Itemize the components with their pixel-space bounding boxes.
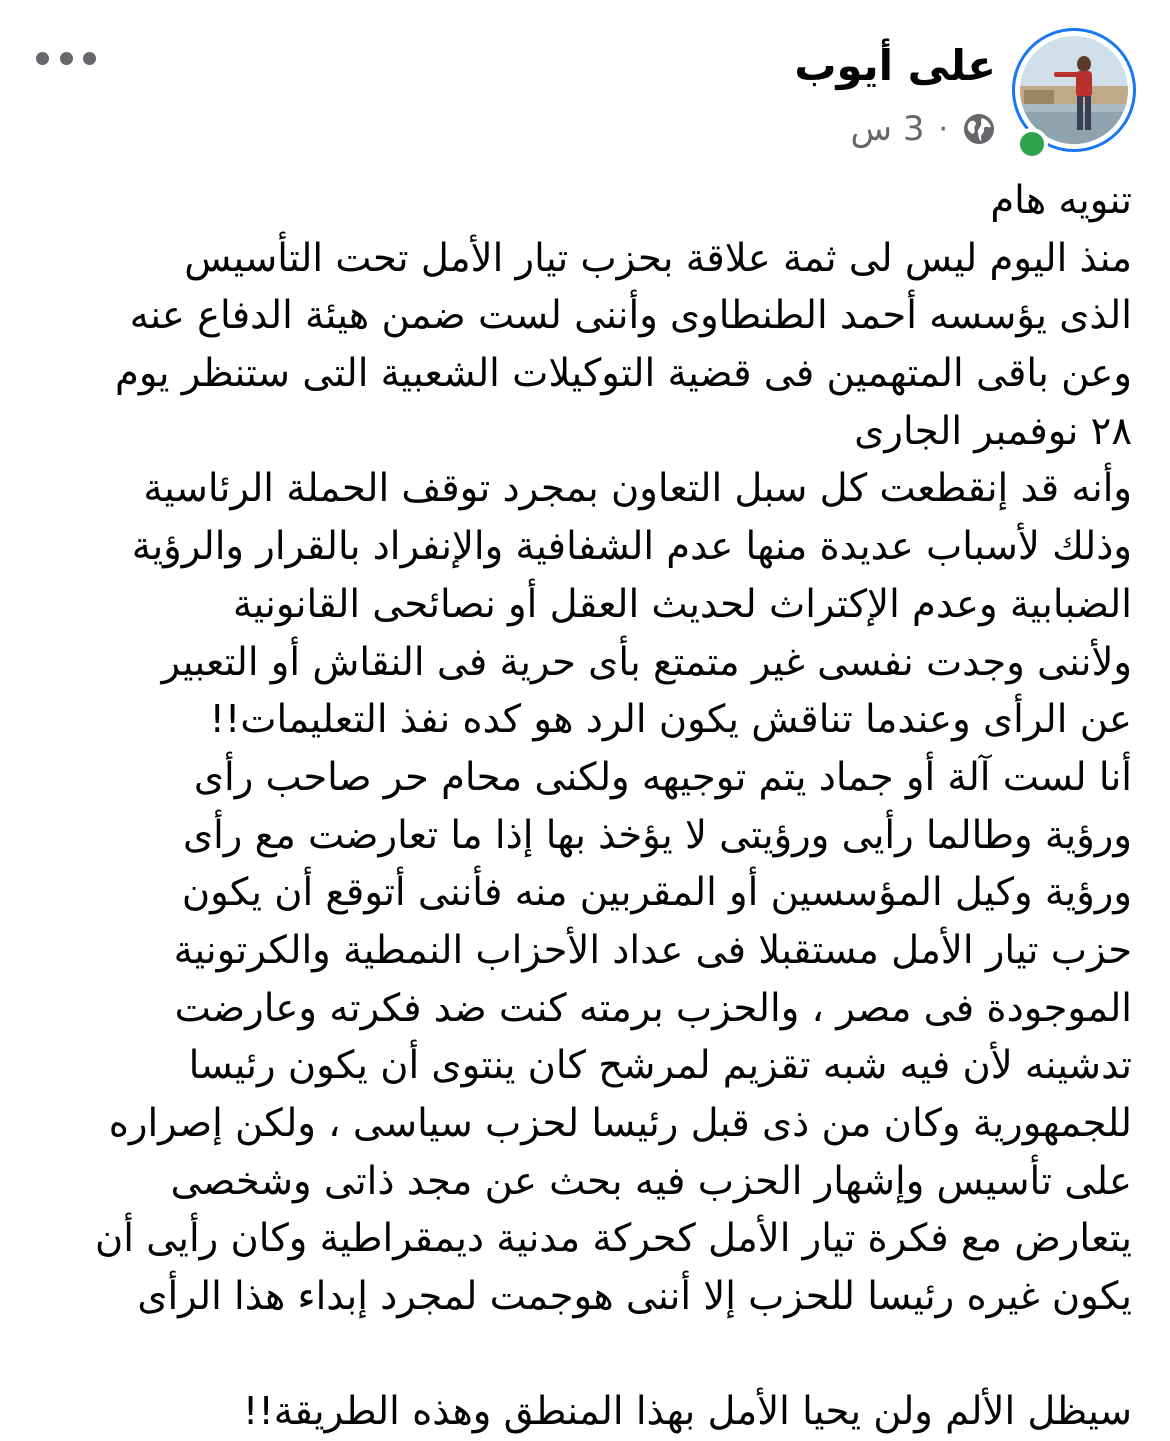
author-avatar[interactable] bbox=[1012, 28, 1136, 152]
post-line: وأنه قد إنقطعت كل سبل التعاون بمجرد توقف الحملة الرئاسية bbox=[143, 466, 1132, 512]
post-line: الضبابية وعدم الإكتراث لحديث العقل أو نصائحى القانونية bbox=[232, 581, 1132, 627]
post-meta bbox=[851, 104, 997, 154]
post-body bbox=[32, 172, 1132, 1441]
globe-icon[interactable] bbox=[962, 112, 996, 146]
blank-line bbox=[32, 1326, 1132, 1384]
post-line: يتعارض مع فكرة تيار الأمل كحركة مدنية ديمقراطية وكان رأيى أن bbox=[94, 1216, 1132, 1262]
more-options-icon bbox=[36, 52, 49, 65]
post-line: الموجودة فى مصر ، والحزب برمته كنت ضد فكرته وعارضت bbox=[174, 985, 1132, 1031]
post-line: سيظل الألم ولن يحيا الأمل بهذا المنطق وهذه الطريقة!! bbox=[242, 1389, 1132, 1435]
more-options-button[interactable] bbox=[36, 40, 96, 76]
post-line: ورؤية وكيل المؤسسين أو المقربين منه فأننى أتوقع أن يكون bbox=[181, 870, 1132, 916]
post-time[interactable]: 3 س bbox=[850, 109, 925, 149]
more-options-dot bbox=[60, 52, 73, 65]
meta-separator: · bbox=[938, 111, 948, 147]
post-line: ٢٨ نوفمبر الجارى bbox=[854, 408, 1132, 454]
post-line: أنا لست آلة أو جماد يتم توجيهه ولكنى محام حر صاحب رأى bbox=[193, 754, 1132, 800]
post-line: ولأننى وجدت نفسى غير متمتع بأى حرية فى النقاش أو التعبير bbox=[161, 639, 1132, 685]
post-line: للجمهورية وكان من ذى قبل رئيسا لحزب سياسى ، ولكن إصراره bbox=[108, 1101, 1132, 1146]
post-line: تنويه هام bbox=[990, 178, 1132, 223]
post-line: ورؤية وطالما رأيى ورؤيتى لا يؤخذ بها إذا ما تعارضت مع رأى bbox=[182, 812, 1132, 858]
post-line: على تأسيس وإشهار الحزب فيه بحث عن مجد ذاتى وشخصى bbox=[170, 1158, 1132, 1204]
post-line: وعن باقى المتهمين فى قضية التوكيلات الشعبية التى ستنظر يوم bbox=[115, 351, 1132, 397]
post-line: تدشينه لأن فيه شبه تقزيم لمرشح كان ينتوى أن يكون رئيسا bbox=[188, 1043, 1132, 1089]
more-options-dot bbox=[83, 52, 96, 65]
post-line: وذلك لأسباب عديدة منها عدم الشفافية والإنفراد بالقرار والرؤية bbox=[131, 524, 1132, 570]
post-line: الذى يؤسسه أحمد الطنطاوى وأننى لست ضمن هيئة الدفاع عنه bbox=[129, 293, 1132, 339]
post-line: حزب تيار الأمل مستقبلا فى عداد الأحزاب النمطية والكرتونية bbox=[173, 927, 1132, 973]
online-status-dot bbox=[1016, 128, 1048, 160]
post-line: عن الرأى وعندما تناقش يكون الرد هو كده نفذ التعليمات!! bbox=[209, 697, 1132, 743]
post-line: منذ اليوم ليس لى ثمة علاقة بحزب تيار الأمل تحت التأسيس bbox=[184, 235, 1132, 281]
author-name[interactable]: على أيوب bbox=[794, 41, 996, 90]
post-line: يكون غيره رئيسا للحزب إلا أننى هوجمت لمجرد إبداء هذا الرأى bbox=[137, 1274, 1132, 1320]
